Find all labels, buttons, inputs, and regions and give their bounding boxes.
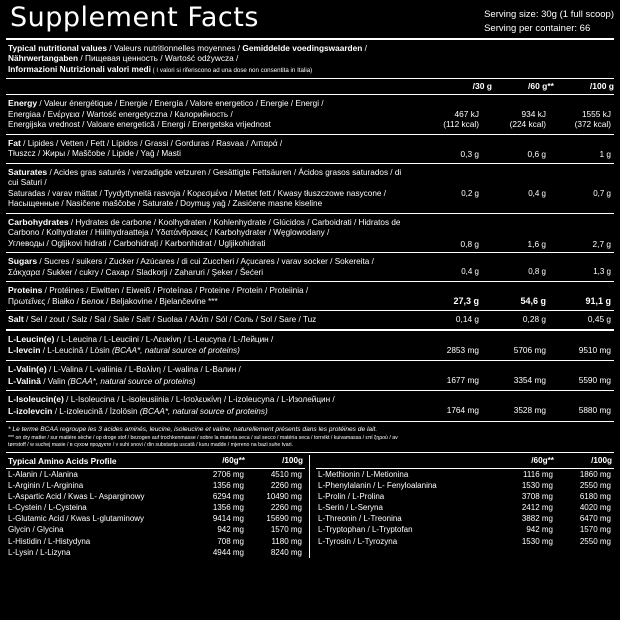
saturates-value-60g xyxy=(482,166,549,211)
value: 0,7 g xyxy=(593,188,611,198)
table-row xyxy=(6,137,614,161)
value: 1764 mg xyxy=(446,405,479,416)
bcaa-source-note: (BCAA*, natural source of proteins) xyxy=(67,376,196,386)
energy-value-100g xyxy=(549,97,614,132)
nutrient-label: Proteins xyxy=(8,285,43,296)
table-row xyxy=(6,480,305,491)
amino-column-header-100g: /100g xyxy=(282,456,303,466)
value: 3528 mg xyxy=(513,405,546,416)
nutrient-label-translations: / Lipides / Vetten / Fett / Lípidos / Grassi / Gorduras / Rasvaa / Λιπαρά / xyxy=(20,138,283,148)
panel-header xyxy=(6,4,614,36)
amino-acid-name: L-Cystein / L-Cysteina xyxy=(8,503,87,513)
table-header-row xyxy=(316,455,614,467)
intro-line3-bold: Informazioni Nutrizionali valori medi xyxy=(8,64,151,75)
value: 1 g xyxy=(599,148,611,159)
bcaa-label-translations-2: / L-Leucină / Lösin xyxy=(40,346,112,356)
nutrient-label: Carbohydrates xyxy=(8,216,69,227)
amino-column-header-60g: /60g** xyxy=(531,456,554,466)
nutrient-label-translations-3: Углеводы / Ogljikovi hidrati / Carbohidrați / Karbonhidrat / Ugljikohidrati xyxy=(8,238,266,248)
bcaa-label-translations-2: / Valin xyxy=(40,376,68,386)
nutrient-label: Sugars xyxy=(8,256,38,267)
value: 0,3 g xyxy=(460,148,479,159)
bcaa-table xyxy=(6,393,614,418)
isoleucine-value-100g xyxy=(549,393,614,418)
value: 3354 mg xyxy=(513,374,546,385)
value: 9510 mg xyxy=(578,344,611,355)
leucine-value-30g xyxy=(415,333,482,358)
value: 1,3 g xyxy=(593,267,611,277)
bcaa-table xyxy=(6,333,614,358)
nutrient-name-saturates xyxy=(6,166,415,211)
nutrient-table xyxy=(6,216,614,251)
bcaa-source-note: (BCAA*, natural source of proteins) xyxy=(111,346,240,356)
divider xyxy=(6,163,614,164)
bcaa-table xyxy=(6,363,614,388)
divider xyxy=(6,252,614,253)
amino-acid-name: L-Alanin / L-Alanina xyxy=(8,470,78,480)
proteins-value-60g xyxy=(482,284,549,308)
amino-acid-value-60g: 3882 mg xyxy=(521,514,553,524)
bcaa-label-translations: / L-Valina / L-valiinia / L-Βαλίνη / L-walina / L-Валин / xyxy=(46,364,241,374)
nutrient-name-energy xyxy=(6,97,415,132)
table-row xyxy=(6,313,614,327)
bcaa-label-translations-2: / L-izoleucină / İzolösin xyxy=(52,406,140,416)
amino-acid-name: L-Histidin / L-Histydyna xyxy=(8,536,91,546)
amino-acid-value-60g: 6294 mg xyxy=(212,492,244,502)
sugars-value-100g xyxy=(549,255,614,279)
carbohydrates-value-100g xyxy=(549,216,614,251)
footnote-dry-matter-line2: tørrstoff / w suchej masie / в сухом продукте / v suhi snovi / din substanța uscată / kuru madde / mjereno na bazi suhe tvari. xyxy=(8,441,293,448)
nutrient-name-sugars xyxy=(6,255,415,279)
table-row xyxy=(6,97,614,132)
table-row xyxy=(316,524,614,535)
carbohydrates-value-60g xyxy=(482,216,549,251)
amino-profile-title-spacer xyxy=(316,455,494,467)
nutrient-table xyxy=(6,166,614,211)
value: 0,2 g xyxy=(461,188,479,198)
footnote-bcaa: * Le terme BCAA regroupe les 3 acides aminés, leucine, isoleucine et valine, naturellement présents dans les protéines de lait. xyxy=(8,425,378,433)
salt-value-30g: 0,14 g xyxy=(455,314,479,325)
amino-acid-table-left xyxy=(6,455,305,557)
amino-acid-name: L-Methionin / L-Metionina xyxy=(318,470,409,480)
value: 0,6 g xyxy=(527,148,546,159)
amino-column-header-100g: /100g xyxy=(591,456,612,466)
bcaa-label: L-Isoleucin(e) xyxy=(8,394,64,405)
leucine-value-100g xyxy=(549,333,614,358)
amino-acid-value-100g: 10490 mg xyxy=(266,492,302,502)
nutrient-table xyxy=(6,313,614,327)
valine-value-100g xyxy=(549,363,614,388)
value: 27,3 g xyxy=(453,296,479,307)
nutrient-column-headers xyxy=(6,81,614,92)
nutrient-label-translations: / Valeur énergétique / Energie / Energía / Valore energetico / Energie / Energi / xyxy=(37,99,324,109)
table-row xyxy=(316,469,614,481)
nutrient-label: Salt xyxy=(8,314,24,325)
bcaa-label: L-Leucin(e) xyxy=(8,333,55,344)
value-kcal: (372 kcal) xyxy=(574,119,611,130)
amino-acid-column-right xyxy=(310,455,614,557)
value: 0,8 g xyxy=(528,267,546,277)
nutrient-name-fat xyxy=(6,137,415,161)
salt-value-60g: 0,28 g xyxy=(522,314,546,325)
table-row xyxy=(6,547,305,558)
amino-acid-value-60g: 9414 mg xyxy=(212,514,244,524)
value-kcal: (112 kcal) xyxy=(443,119,479,130)
divider xyxy=(6,390,614,391)
value: 1677 mg xyxy=(446,374,479,385)
intro-line2: / Пищевая ценность / Wartość odżywcza / xyxy=(78,53,239,64)
amino-acid-name: L-Aspartic Acid / Kwas L- Asparginowy xyxy=(8,492,145,502)
value: 0,8 g xyxy=(460,238,479,249)
fat-value-60g xyxy=(482,137,549,161)
bcaa-label-2: L-Valină xyxy=(8,375,41,386)
amino-acid-name: Glycin / Glycina xyxy=(8,525,64,535)
table-row xyxy=(6,393,614,418)
amino-acid-value-60g: 1356 mg xyxy=(212,503,244,513)
nutrient-label-translations-2: Energiaa / Ενέργεια / Wartość energetyczna / Калорийность / xyxy=(8,109,233,119)
amino-acid-name: L-Serin / L-Seryna xyxy=(318,503,383,513)
nutrient-table xyxy=(6,137,614,161)
table-row xyxy=(6,284,614,308)
amino-acid-value-60g: 1356 mg xyxy=(212,481,244,491)
bcaa-label-translations: / L-Leucina / L-Leuciini / L-Λευκίνη / L-Leucyna / L-Лейцин / xyxy=(54,334,274,344)
nutrient-name-proteins xyxy=(6,284,415,308)
value: 2853 mg xyxy=(446,344,479,355)
divider xyxy=(6,213,614,214)
amino-column-header-60g: /60g** xyxy=(222,456,245,466)
amino-acid-value-100g: 6470 mg xyxy=(579,514,611,524)
nutrient-label-translations-2: Πρωτεΐνες / Białko / Белок / Beljakovine / Bjelančevine *** xyxy=(8,296,218,306)
amino-profile-title: Typical Amino Acids Profile xyxy=(8,456,117,467)
value: 0,4 g xyxy=(528,188,546,198)
divider xyxy=(6,134,614,135)
value: 2,7 g xyxy=(592,238,611,249)
value: 5880 mg xyxy=(578,405,611,416)
leucine-value-60g xyxy=(482,333,549,358)
nutrient-label-translations-2: Σάκχαρα / Sukker / cukry / Сахар / Sladkorji / Zaharuri / Şeker / Šećeri xyxy=(8,267,264,277)
value: 934 kJ xyxy=(521,109,546,120)
table-row xyxy=(316,536,614,547)
amino-acid-value-100g: 6180 mg xyxy=(579,492,611,502)
divider xyxy=(6,310,614,311)
column-header-60g: /60 g** xyxy=(528,81,554,92)
amino-acid-value-100g: 4510 mg xyxy=(270,470,302,480)
value: 5590 mg xyxy=(578,374,611,385)
column-header-100g: /100 g xyxy=(589,81,614,92)
intro-line2-bold: Nährwertangaben xyxy=(8,53,79,64)
table-row xyxy=(316,502,614,513)
proteins-value-100g xyxy=(549,284,614,308)
nutrient-label: Saturates xyxy=(8,166,48,177)
value: 54,6 g xyxy=(520,296,546,307)
table-row xyxy=(6,166,614,211)
amino-acid-value-60g: 2412 mg xyxy=(521,503,553,513)
amino-acid-value-60g: 1116 mg xyxy=(523,470,553,480)
divider xyxy=(6,94,614,95)
valine-value-60g xyxy=(482,363,549,388)
amino-acid-name: L-Threonin / L-Treonina xyxy=(318,514,402,524)
sugars-value-30g xyxy=(415,255,482,279)
bcaa-label-translations: / L-Isoleucina / L-isoleusiinia / L-Ισολευκίνη / L-izoleucyna / L-Изолейцин / xyxy=(63,395,335,405)
amino-acid-value-100g: 1860 mg xyxy=(579,470,611,480)
servings-per-container: Serving per container: 66 xyxy=(484,22,591,34)
amino-acid-value-100g: 2260 mg xyxy=(270,503,302,513)
isoleucine-value-60g xyxy=(482,393,549,418)
amino-acid-value-100g: 1570 mg xyxy=(579,525,611,535)
amino-acid-name: L-Tryptophan / L-Tryptofan xyxy=(318,525,413,535)
bcaa-label-2: L-levcin xyxy=(8,345,41,356)
amino-acid-value-60g: 4944 mg xyxy=(212,547,244,557)
table-row xyxy=(316,513,614,524)
amino-acid-value-100g: 1570 mg xyxy=(270,525,302,535)
bcaa-label: L-Valin(e) xyxy=(8,363,47,374)
valine-value-30g xyxy=(415,363,482,388)
divider xyxy=(6,360,614,361)
salt-value-100g: 0,45 g xyxy=(587,314,611,325)
fat-value-100g xyxy=(549,137,614,161)
amino-acid-value-60g: 708 mg xyxy=(217,536,244,546)
divider xyxy=(6,78,614,79)
nutrient-label-translations: / Sucres / suikers / Zucker / Azúcares / di cui Zuccheri / Açucares / varav socker / Sokereita / xyxy=(37,257,374,267)
amino-acid-value-60g: 942 mg xyxy=(526,525,553,535)
amino-acid-profile xyxy=(6,455,614,557)
amino-acid-value-100g: 1180 mg xyxy=(271,536,302,546)
bcaa-name-leucine xyxy=(6,333,415,358)
amino-acid-name: L-Lysin / L-Lizyna xyxy=(8,547,71,557)
table-row xyxy=(6,255,614,279)
table-row xyxy=(6,216,614,251)
nutrient-label-translations-2: Carbono / Kolhydrater / Hiilihydraatteja / Υδατάνθρακες / Karbohydrater / Węglowodany / xyxy=(8,228,330,238)
value: 5706 mg xyxy=(513,344,546,355)
table-row xyxy=(316,491,614,502)
energy-value-30g xyxy=(415,97,482,132)
saturates-value-100g xyxy=(549,166,614,211)
nutrition-heading-multilang xyxy=(6,42,614,77)
amino-acid-value-100g: 4020 mg xyxy=(579,503,611,513)
amino-acid-value-100g: 2550 mg xyxy=(579,481,611,491)
intro-line3-note: ( I valori si riferiscono ad una dose non consentita in Italia) xyxy=(150,67,313,75)
table-row xyxy=(6,502,305,513)
table-row xyxy=(6,363,614,388)
amino-acid-name: L-Tyrosin / L-Tyrozyna xyxy=(318,536,398,546)
intro-line1: / Valeurs nutritionnelles moyennes / xyxy=(106,42,243,53)
bcaa-label-2: L-izolevcin xyxy=(8,405,53,416)
isoleucine-value-30g xyxy=(415,393,482,418)
carbohydrates-value-30g xyxy=(415,216,482,251)
amino-acid-value-100g: 8240 mg xyxy=(270,547,302,557)
amino-acid-column-left xyxy=(6,455,310,557)
saturates-value-30g xyxy=(415,166,482,211)
table-row xyxy=(6,333,614,358)
value: 1555 kJ xyxy=(581,109,611,120)
amino-acid-value-60g: 2706 mg xyxy=(212,470,244,480)
value: 91,1 g xyxy=(585,296,611,307)
amino-acid-value-60g: 1530 mg xyxy=(521,481,553,491)
bcaa-name-isoleucine xyxy=(6,393,415,418)
nutrient-label: Fat xyxy=(8,137,21,148)
nutrient-label-translations: / Hydrates de carbone / Koolhydraten / Kohlenhydrate / Glúcidos / Carboidrati / Hidratos de xyxy=(68,217,401,227)
table-row xyxy=(6,491,305,502)
bcaa-source-note: (BCAA*, natural source of proteins) xyxy=(139,406,268,416)
amino-acid-name: L-Glutamic Acid / Kwas L-glutaminowy xyxy=(8,514,145,524)
amino-acid-value-60g: 3708 mg xyxy=(521,492,553,502)
table-row xyxy=(6,513,305,524)
value: 467 kJ xyxy=(454,109,479,120)
value-kcal: (224 kcal) xyxy=(509,119,546,130)
value: 1,6 g xyxy=(527,238,546,249)
nutrient-table xyxy=(6,284,614,308)
nutrient-label-translations-2: Saturadas / varav mättat / Tyydyttyneitä rasvoja / Κορεσμένα / Mettet fett / Kwasy tłuszczowe nasycone / xyxy=(8,188,386,198)
footnote-dry-matter xyxy=(6,434,614,451)
amino-acid-table-right xyxy=(316,455,614,546)
table-row xyxy=(6,536,305,547)
nutrient-label-translations: / Acides gras saturés / verzadigde vetzuren / Gesättigte Fettsäuren / Ácidos grasos saturados / di cui Saturi / xyxy=(8,167,402,188)
page-title: Supplement Facts xyxy=(10,2,259,33)
nutrient-name-salt xyxy=(6,313,415,327)
table-row xyxy=(316,480,614,491)
amino-acid-value-60g: 1530 mg xyxy=(521,536,553,546)
fat-value-30g xyxy=(415,137,482,161)
amino-acid-value-100g: 2550 mg xyxy=(579,536,611,546)
sugars-value-60g xyxy=(482,255,549,279)
table-header-row xyxy=(6,455,305,467)
divider xyxy=(6,38,614,40)
amino-acid-name: L-Prolin / L-Prolina xyxy=(318,492,385,502)
amino-acid-name: L-Arginin / L-Arginina xyxy=(8,481,84,491)
nutrient-name-carbohydrates xyxy=(6,216,415,251)
intro-line1-end: / xyxy=(362,42,367,53)
divider xyxy=(6,421,614,422)
amino-acid-name: L-Phenylalanin / L- Fenyloalanina xyxy=(318,481,437,491)
intro-line1-bold2: Gemiddelde voedingswaarden xyxy=(242,42,363,53)
nutrient-label-translations-2: Tłuszcz / Жиры / Maščobe / Lipide / Yağ / Masti xyxy=(8,149,181,159)
nutrient-label-translations: / Sel / zout / Salz / Sal / Sale / Salt / Suolaa / Αλάτι / Sól / Соль / Sol / Sare / Tuz xyxy=(23,315,317,325)
nutrient-label-translations-3: Насыщенные / Nasičene maščobe / Saturate / Doymuş yağ / Zasićene masne kiseline xyxy=(8,199,323,209)
divider xyxy=(6,452,614,453)
value: 0,4 g xyxy=(461,267,479,277)
divider xyxy=(6,329,614,331)
footnote-dry-matter-line1: *** on dry matter / sur matière sèche / op droge stof / bezogen auf trochkenmasse / sobre la materia seca / sul secco / matéria seca / torrvikt / kuivamassa / επί ξηρού / av xyxy=(8,434,398,441)
proteins-value-30g xyxy=(415,284,482,308)
intro-line1-bold: Typical nutritional values xyxy=(8,42,107,53)
amino-acid-value-60g: 942 mg xyxy=(217,525,244,535)
energy-value-60g xyxy=(482,97,549,132)
bcaa-name-valine xyxy=(6,363,415,388)
serving-size: Serving size: 30g (1 full scoop) xyxy=(484,9,614,20)
nutrient-table xyxy=(6,97,614,132)
amino-acid-value-100g: 15690 mg xyxy=(266,514,302,524)
table-row xyxy=(6,469,305,481)
amino-acid-value-100g: 2260 mg xyxy=(270,481,302,491)
table-row xyxy=(6,524,305,535)
nutrient-label-translations: / Protéines / Eiwitten / Eiweiß / Proteínas / Proteine / Protein / Proteiinia / xyxy=(42,286,309,296)
nutrient-label: Energy xyxy=(8,98,38,109)
column-header-30g: /30 g xyxy=(472,81,492,92)
nutrient-table xyxy=(6,255,614,279)
serving-info xyxy=(484,4,614,36)
divider xyxy=(6,281,614,282)
nutrient-label-translations-3: Energijska vrednost / Valoare energetică / Energi / Energetska vrijednost xyxy=(8,120,271,130)
